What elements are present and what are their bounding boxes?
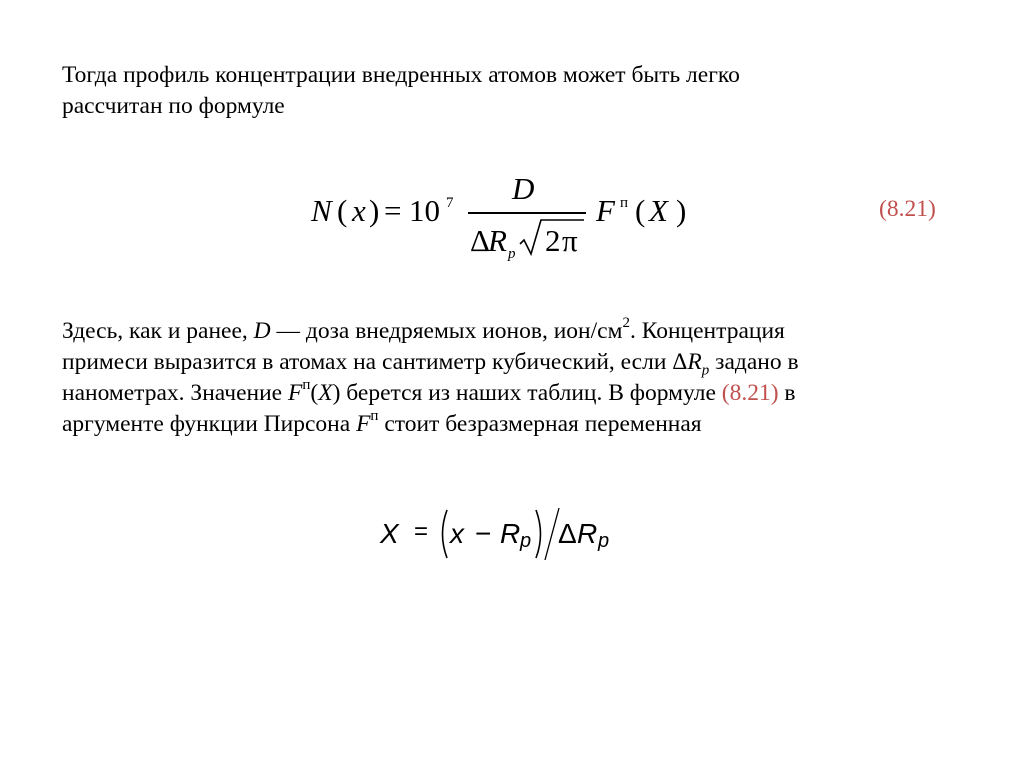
explanation-line-2: примеси выразится в атомах на сантиметр кубический, если $\Delta R_p$ задано в [62, 349, 799, 379]
eq2-x: x [450, 518, 464, 549]
eq-den-two: 2 [545, 223, 561, 258]
fraction-bar [468, 212, 586, 214]
explanation-paragraph [62, 316, 982, 440]
eq2-R-sub: p [520, 530, 532, 552]
eq-lhs-close-paren: ) [369, 193, 380, 228]
eq2-equals: = [414, 518, 429, 545]
eq2-X: X [380, 518, 399, 549]
explanation-line-3: нанометрах. Значение $F^п(X)$ берется из наших таблиц. В формуле (8.21) в [62, 377, 796, 406]
eq-lhs-N: N [311, 193, 332, 228]
explanation-line-1: Здесь, как и ранее, D — доза внедряемых ионов, ион/$см^2$. Концентрация [62, 315, 785, 344]
eq-arg-close-paren: ) [676, 193, 687, 228]
eq-ten: 10 [409, 193, 440, 228]
eq-den-delta: Δ [470, 223, 490, 258]
eq-den-pi: π [562, 223, 578, 258]
eq2-R2: R [577, 518, 598, 549]
eq-F: F [596, 193, 615, 228]
eq-lhs-x: x [352, 193, 366, 228]
eq-den-sub-p: p [508, 246, 516, 262]
equation-number: (8.21) [879, 196, 936, 222]
eq-exponent: 7 [446, 195, 454, 211]
intro-line-1: Тогда профиль концентрации внедренных атомов может быть легко [62, 62, 740, 88]
intro-line-2: рассчитан по формуле [62, 93, 285, 119]
eq2-delta: Δ [558, 518, 577, 549]
eq2-R: R [500, 518, 521, 549]
eq2-R2-sub: p [598, 530, 610, 552]
eq-numerator-D: D [512, 171, 535, 206]
eq-F-sup: п [620, 195, 629, 211]
eq-den-R: R [488, 223, 507, 258]
eq2-open-paren [436, 508, 450, 560]
eq-equals: = [384, 193, 402, 228]
eq-lhs-open-paren: ( [337, 193, 348, 228]
equation-reference-link[interactable]: (8.21) [721, 380, 779, 406]
explanation-line-4: аргументе функции Пирсона $F^п$ стоит безразмерная переменная [62, 408, 702, 437]
eq2-minus: − [475, 518, 492, 549]
intro-paragraph [62, 60, 982, 122]
eq-arg-X: X [649, 193, 668, 228]
eq-arg-open-paren: ( [635, 193, 646, 228]
